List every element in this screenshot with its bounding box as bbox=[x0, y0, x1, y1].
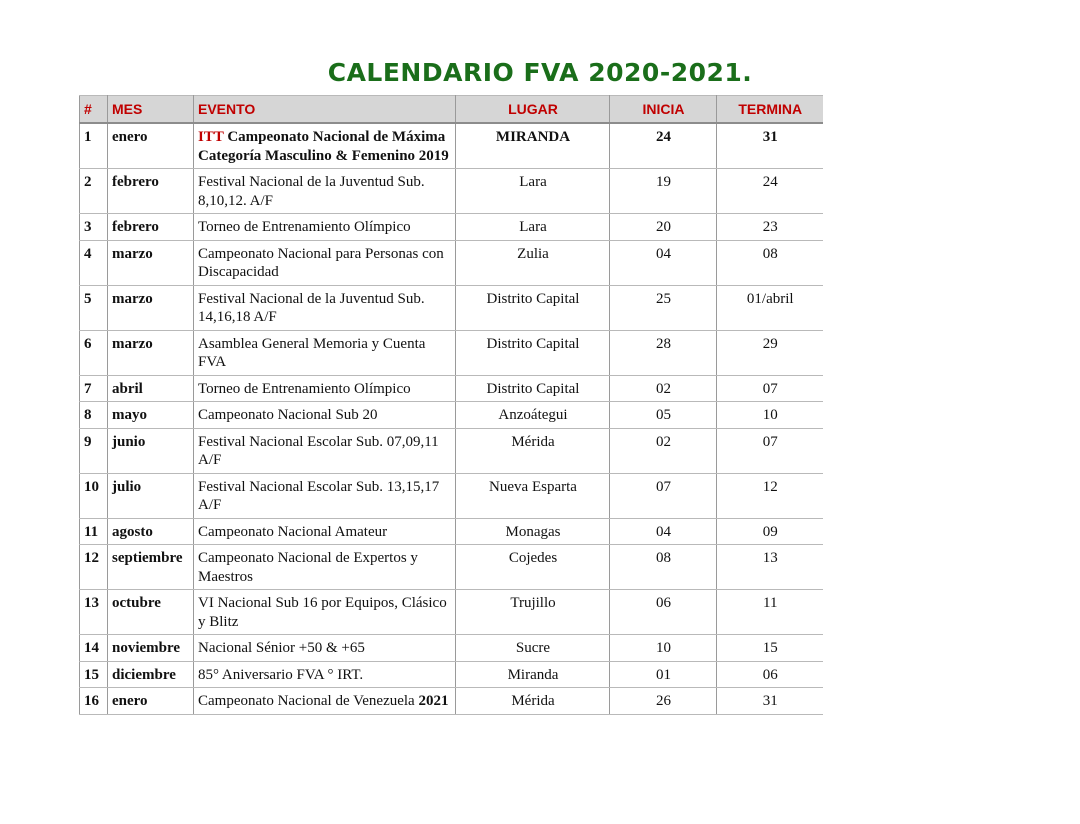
cell-inicia: 01 bbox=[610, 661, 717, 688]
cell-evento bbox=[194, 240, 456, 285]
cell-evento bbox=[194, 688, 456, 715]
evento-text: Campeonato Nacional Sub 20 bbox=[198, 407, 378, 423]
cell-evento bbox=[194, 330, 456, 375]
cell-lugar: Cojedes bbox=[456, 545, 610, 590]
col-header-evento: EVENTO bbox=[194, 96, 456, 124]
cell-num: 6 bbox=[80, 330, 108, 375]
cell-inicia: 19 bbox=[610, 169, 717, 214]
cell-termina: 12 bbox=[717, 473, 823, 518]
cell-termina: 07 bbox=[717, 375, 823, 402]
table-row bbox=[80, 240, 823, 285]
evento-text: Campeonato Nacional Amateur bbox=[198, 523, 388, 540]
cell-lugar: Miranda bbox=[456, 661, 610, 688]
cell-inicia: 28 bbox=[610, 330, 717, 375]
cell-mes: marzo bbox=[108, 285, 194, 330]
cell-num: 10 bbox=[80, 473, 108, 518]
cell-lugar: Distrito Capital bbox=[456, 375, 610, 402]
cell-num: 7 bbox=[80, 375, 108, 402]
cell-lugar: MIRANDA bbox=[456, 123, 610, 169]
cell-evento bbox=[194, 545, 456, 590]
page-title: CALENDARIO FVA 2020-2021. bbox=[327, 58, 753, 87]
cell-inicia: 25 bbox=[610, 285, 717, 330]
evento-suffix: 2021 bbox=[418, 693, 449, 709]
cell-evento bbox=[194, 214, 456, 241]
cell-mes: mayo bbox=[108, 402, 194, 429]
cell-num: 9 bbox=[80, 428, 108, 473]
evento-text: Campeonato Nacional de Máxima Categoría Masculino & Femenino 2019 bbox=[198, 129, 449, 164]
cell-termina: 07 bbox=[717, 428, 823, 473]
evento-text: Campeonato Nacional de Venezuela bbox=[198, 693, 415, 709]
cell-mes: octubre bbox=[108, 590, 194, 635]
cell-termina: 11 bbox=[717, 590, 823, 635]
table-row bbox=[80, 661, 823, 688]
cell-termina: 08 bbox=[717, 240, 823, 285]
cell-mes: diciembre bbox=[108, 661, 194, 688]
cell-evento bbox=[194, 169, 456, 214]
cell-num: 12 bbox=[80, 545, 108, 590]
cell-evento bbox=[194, 402, 456, 429]
cell-inicia: 04 bbox=[610, 240, 717, 285]
cell-num: 8 bbox=[80, 402, 108, 429]
calendar-table bbox=[79, 95, 823, 715]
cell-lugar: Lara bbox=[456, 169, 610, 214]
cell-mes: noviembre bbox=[108, 635, 194, 662]
cell-mes: febrero bbox=[108, 214, 194, 241]
cell-inicia: 02 bbox=[610, 428, 717, 473]
cell-num: 3 bbox=[80, 214, 108, 241]
table-row bbox=[80, 123, 823, 169]
cell-lugar: Sucre bbox=[456, 635, 610, 662]
evento-text: Festival Nacional de la Juventud Sub. 14,16,18 A/F bbox=[198, 290, 425, 325]
cell-inicia: 20 bbox=[610, 214, 717, 241]
cell-mes: enero bbox=[108, 688, 194, 715]
cell-mes: marzo bbox=[108, 330, 194, 375]
evento-text: Nacional Sénior +50 & +65 bbox=[198, 640, 365, 656]
cell-evento bbox=[194, 518, 456, 545]
cell-inicia: 05 bbox=[610, 402, 717, 429]
cell-lugar: Lara bbox=[456, 214, 610, 241]
table-row bbox=[80, 428, 823, 473]
table-row bbox=[80, 545, 823, 590]
cell-inicia: 07 bbox=[610, 473, 717, 518]
cell-evento bbox=[194, 661, 456, 688]
cell-num: 4 bbox=[80, 240, 108, 285]
cell-evento bbox=[194, 375, 456, 402]
cell-termina: 23 bbox=[717, 214, 823, 241]
table-row bbox=[80, 402, 823, 429]
table-row bbox=[80, 375, 823, 402]
cell-lugar: Zulia bbox=[456, 240, 610, 285]
cell-mes: enero bbox=[108, 123, 194, 169]
evento-text: Campeonato Nacional de Expertos y Maestros bbox=[198, 550, 418, 585]
cell-num: 13 bbox=[80, 590, 108, 635]
table-body bbox=[80, 123, 823, 714]
table-row bbox=[80, 285, 823, 330]
cell-inicia: 04 bbox=[610, 518, 717, 545]
cell-num: 5 bbox=[80, 285, 108, 330]
cell-evento bbox=[194, 123, 456, 169]
col-header-termina: TERMINA bbox=[717, 96, 823, 124]
evento-prefix: ITT bbox=[198, 129, 224, 145]
cell-mes: septiembre bbox=[108, 545, 194, 590]
evento-text: Torneo de Entrenamiento Olímpico bbox=[198, 380, 411, 397]
cell-lugar: Monagas bbox=[456, 518, 610, 545]
cell-lugar: Distrito Capital bbox=[456, 285, 610, 330]
cell-lugar: Distrito Capital bbox=[456, 330, 610, 375]
cell-evento bbox=[194, 285, 456, 330]
evento-text: 85° Aniversario FVA ° IRT. bbox=[198, 666, 364, 683]
table-row bbox=[80, 688, 823, 715]
col-header-lugar: LUGAR bbox=[456, 96, 610, 124]
cell-mes: agosto bbox=[108, 518, 194, 545]
table-row bbox=[80, 169, 823, 214]
cell-num: 2 bbox=[80, 169, 108, 214]
table-row bbox=[80, 590, 823, 635]
table-row bbox=[80, 330, 823, 375]
cell-termina: 06 bbox=[717, 661, 823, 688]
cell-termina: 24 bbox=[717, 169, 823, 214]
table-row bbox=[80, 635, 823, 662]
evento-text: Festival Nacional Escolar Sub. 13,15,17 A/F bbox=[198, 478, 440, 513]
cell-num: 1 bbox=[80, 123, 108, 169]
evento-text: VI Nacional Sub 16 por Equipos, Clásico y Blitz bbox=[198, 595, 447, 630]
cell-termina: 09 bbox=[717, 518, 823, 545]
cell-lugar: Trujillo bbox=[456, 590, 610, 635]
cell-inicia: 10 bbox=[610, 635, 717, 662]
cell-termina: 29 bbox=[717, 330, 823, 375]
cell-num: 15 bbox=[80, 661, 108, 688]
cell-termina: 10 bbox=[717, 402, 823, 429]
table-row bbox=[80, 214, 823, 241]
cell-inicia: 08 bbox=[610, 545, 717, 590]
evento-text: Asamblea General Memoria y Cuenta FVA bbox=[198, 335, 426, 370]
cell-evento bbox=[194, 590, 456, 635]
cell-lugar: Mérida bbox=[456, 688, 610, 715]
cell-lugar: Nueva Esparta bbox=[456, 473, 610, 518]
table-row bbox=[80, 518, 823, 545]
cell-mes: julio bbox=[108, 473, 194, 518]
cell-inicia: 26 bbox=[610, 688, 717, 715]
cell-termina: 01/abril bbox=[717, 285, 823, 330]
cell-lugar: Mérida bbox=[456, 428, 610, 473]
cell-termina: 31 bbox=[717, 123, 823, 169]
cell-termina: 15 bbox=[717, 635, 823, 662]
col-header-num: # bbox=[80, 96, 108, 124]
cell-evento bbox=[194, 428, 456, 473]
cell-termina: 13 bbox=[717, 545, 823, 590]
cell-mes: marzo bbox=[108, 240, 194, 285]
evento-text: Torneo de Entrenamiento Olímpico bbox=[198, 219, 411, 235]
col-header-mes: MES bbox=[108, 96, 194, 124]
cell-mes: junio bbox=[108, 428, 194, 473]
cell-termina: 31 bbox=[717, 688, 823, 715]
table-row bbox=[80, 473, 823, 518]
evento-text: Campeonato Nacional para Personas con Discapacidad bbox=[198, 245, 444, 280]
table-header-row bbox=[80, 96, 823, 124]
cell-mes: febrero bbox=[108, 169, 194, 214]
cell-num: 16 bbox=[80, 688, 108, 715]
cell-evento bbox=[194, 635, 456, 662]
cell-lugar: Anzoátegui bbox=[456, 402, 610, 429]
cell-inicia: 02 bbox=[610, 375, 717, 402]
cell-num: 11 bbox=[80, 518, 108, 545]
evento-text: Festival Nacional de la Juventud Sub. 8,10,12. A/F bbox=[198, 174, 425, 209]
cell-inicia: 24 bbox=[610, 123, 717, 169]
cell-evento bbox=[194, 473, 456, 518]
cell-num: 14 bbox=[80, 635, 108, 662]
col-header-inicia: INICIA bbox=[610, 96, 717, 124]
evento-text: Festival Nacional Escolar Sub. 07,09,11 A/F bbox=[198, 433, 439, 468]
cell-inicia: 06 bbox=[610, 590, 717, 635]
cell-mes: abril bbox=[108, 375, 194, 402]
